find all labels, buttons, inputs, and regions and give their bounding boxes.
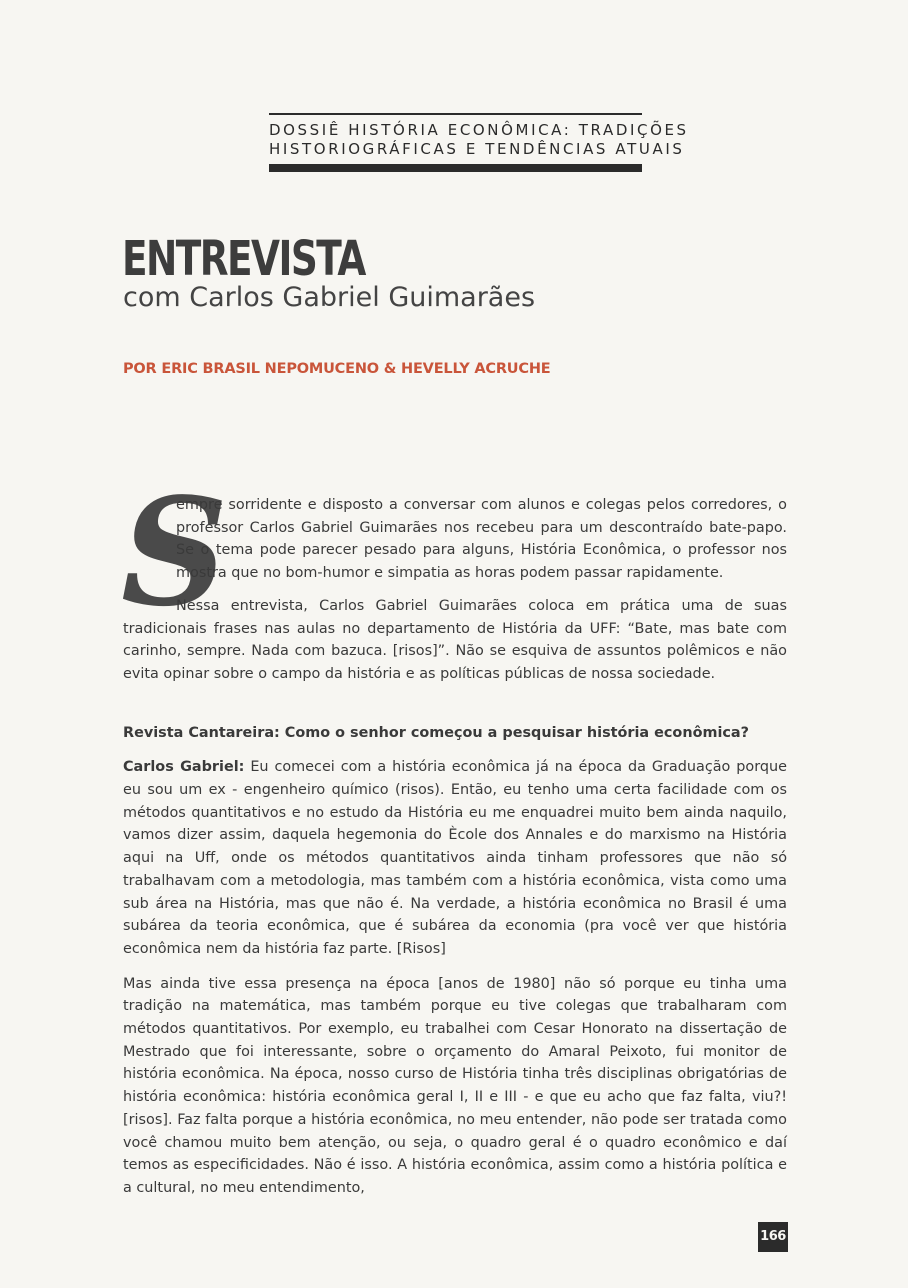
- dossier-header-line-1: DOSSIÊ HISTÓRIA ECONÔMICA: TRADIÇÕES: [269, 121, 689, 139]
- interview-answer-continued: Mas ainda tive essa presença na época [anos de 1980] não só porque eu tinha uma tradição na matemática, mas também porque eu tive colegas que trabalharam com métodos quantitativos. Por exemplo, eu trabalhei com Cesar Honorato na dissertação de Mestrado que foi interessante, sobre o orçamento do Amaral Peixoto, fui monitor de história econômica. Na época, nosso curso de História tinha três disciplinas obrigatórias de história econômica: história econômica geral I, II e III - e que eu acho que faz falta, viu?! [risos]. Faz falta porque a história econômica, no meu entender, não pode ser tratada como você chamou muito bem atenção, ou seja, o quadro geral é o quadro econômico e daí temos as especificidades. Não é isso. A história econômica, assim como a história política e a cultural, no meu entendimento,: [123, 975, 787, 1196]
- intro-paragraph-1: [121, 465, 787, 639]
- dossier-header: [269, 113, 689, 172]
- intro-paragraph-2: Nessa entrevista, Carlos Gabriel Guimarães coloca em prática uma de suas tradicionais frases nas aulas no departamento de História da UFF: “Bate, mas bate com carinho, sempre. Nada com bazuca. [risos]”. Não se esquiva de assuntos polêmicos e não evita opinar sobre o campo da história e as políticas públicas de nossa sociedade.: [123, 597, 787, 682]
- dossier-header-line-2: HISTORIOGRÁFICAS E TENDÊNCIAS ATUAIS: [269, 140, 685, 158]
- header-rule: [269, 164, 642, 172]
- page-number: 166: [758, 1222, 788, 1252]
- page-subtitle: com Carlos Gabriel Guimarães: [123, 282, 536, 313]
- intro-paragraph-1-text: empre sorridente e disposto a conversar com alunos e colegas pelos corredores, o professor Carlos Gabriel Guimarães nos recebeu para um descontraído bate-papo. Se o tema pode parecer pesado para alguns, História Econômica, o professor nos mostra que no bom-humor e simpatia as horas podem passar rapidamente.: [176, 497, 787, 582]
- article-body: [121, 465, 787, 1212]
- answer-text: Eu comecei com a história econômica já na época da Graduação porque eu sou um ex - engenheiro químico (risos). Então, eu tenho uma certa facilidade com os métodos quantitativos e no estudo da História eu me enquadrei muito bem ainda naquilo, vamos dizer assim, daquela hegemonia do Ècole dos Annales e do marxismo na História aqui na Uff, onde os métodos quantitativos ainda tinham professores que não só trabalhavam com a metodologia, mas também com a história econômica, vista como uma sub área na História, mas que não é. Na verdade, a história econômica no Brasil é uma subárea da teoria econômica, que é subárea da economia (pra você ver que história econômica nem da história faz parte. [Risos]: [123, 759, 787, 957]
- answer-speaker: Carlos Gabriel:: [123, 759, 245, 776]
- page-title: ENTREVISTA: [122, 231, 365, 287]
- interview-answer: [123, 756, 787, 960]
- interview-question: Revista Cantareira: Como o senhor começou a pesquisar história econômica?: [123, 724, 749, 741]
- byline: POR ERIC BRASIL NEPOMUCENO & HEVELLY ACRUCHE: [123, 361, 551, 377]
- drop-cap: S: [121, 465, 228, 639]
